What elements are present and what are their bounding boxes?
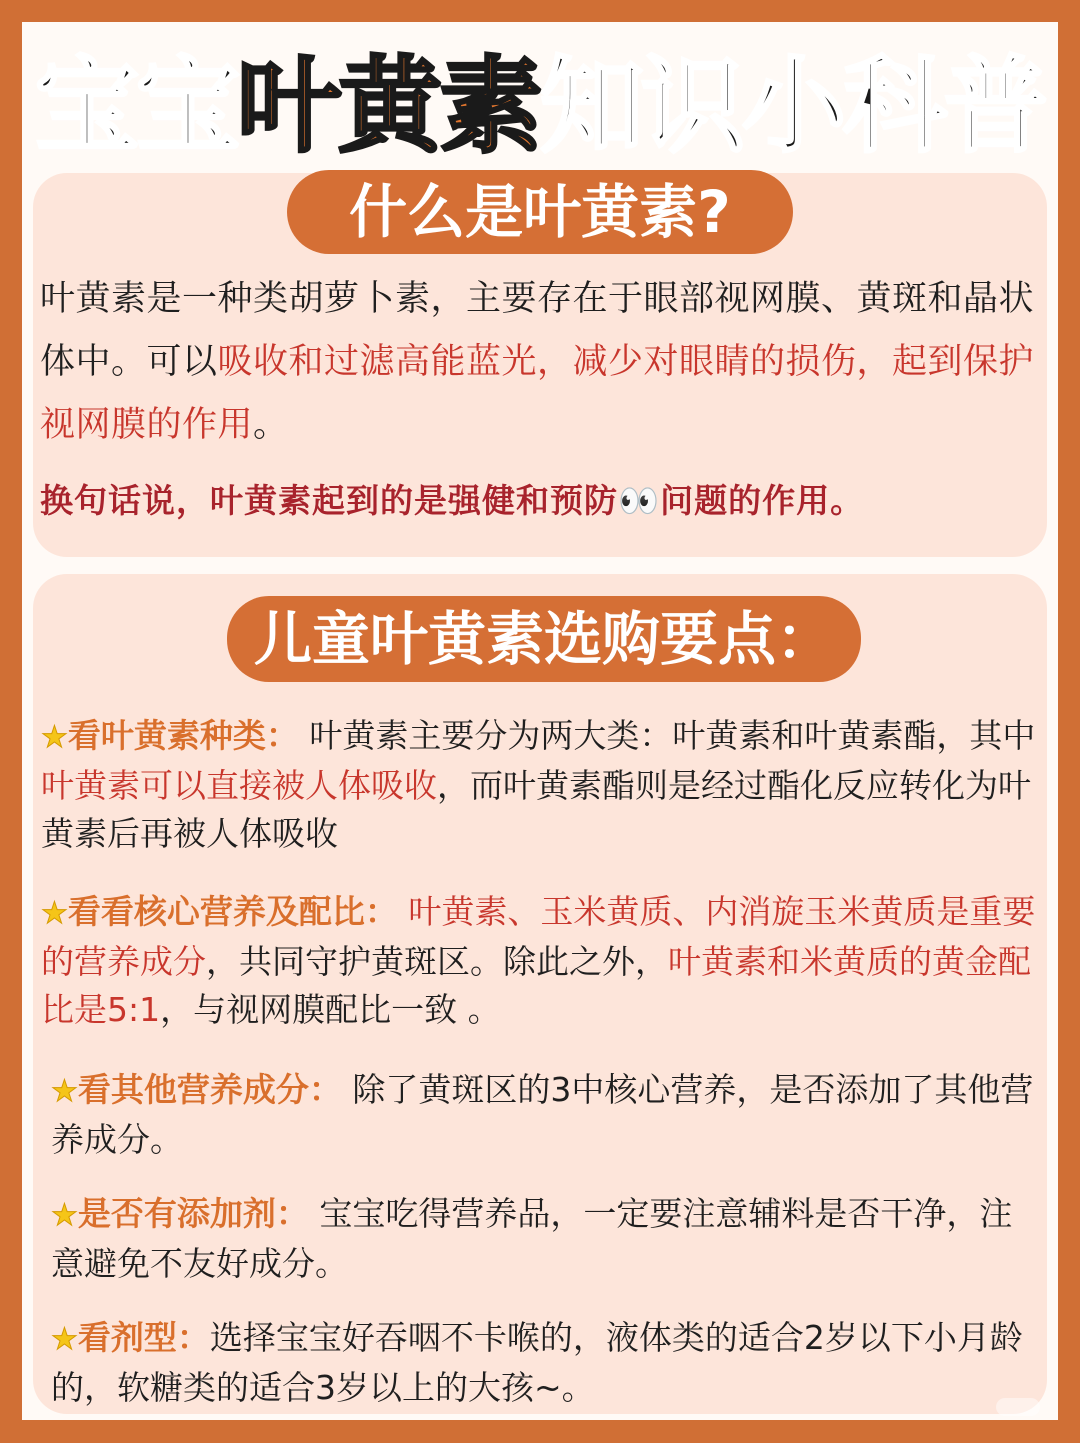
tip-heading: 看叶黄素种类： — [67, 716, 299, 755]
title-part-1: 宝宝 — [34, 45, 237, 167]
tip-highlight: 叶黄素和米黄质的黄金配比是5:1 — [41, 942, 1031, 1029]
section1-highlight: 吸收和过滤高能蓝光，减少对眼睛的损伤，起到保护视网膜的作用 — [40, 342, 1035, 445]
quote-text-end: 问题的作用。 — [660, 481, 865, 520]
tip-heading: 看其他营养成分： — [77, 1070, 342, 1109]
eyes-icon: 👀 — [618, 481, 661, 520]
tip-item — [41, 888, 1037, 1034]
section-buying-tips — [33, 574, 1047, 1414]
star-icon: ★ — [51, 1074, 78, 1109]
section-what-is-lutein — [33, 173, 1047, 557]
tip-text: 叶黄素主要分为两大类：叶黄素和叶黄素酯，其中 — [309, 716, 1036, 755]
tip-item — [41, 712, 1037, 858]
tip-heading: 是否有添加剂： — [77, 1194, 309, 1233]
section1-text: 叶黄素是一种类胡萝卜素，主要存在于眼部视网膜、黄斑和晶状体中。可以 — [40, 279, 1035, 382]
tip-item — [51, 1190, 1031, 1288]
tip-item — [51, 1066, 1041, 1164]
star-icon: ★ — [41, 720, 68, 755]
tip-heading: 看看核心营养及配比： — [67, 892, 398, 931]
page-title — [22, 40, 1058, 172]
tip-heading: 看剂型： — [77, 1318, 210, 1357]
tip-text: ，而叶黄素酯则是经过酯化反应转化为叶黄素后再被人体吸收 — [41, 766, 1031, 853]
tip-text: 除了黄斑区的3中核心营养，是否添加了其他营养成分。 — [51, 1070, 1034, 1159]
section1-text-end: 。 — [253, 405, 289, 445]
title-part-2: 叶黄素 — [236, 45, 540, 167]
tip-text: 宝宝吃得营养品，一定要注意辅料是否干净，注意避免不友好成分。 — [51, 1194, 1013, 1283]
watermark — [996, 1398, 1040, 1416]
section1-heading: 什么是叶黄素? — [287, 170, 793, 254]
quote-text: 换句话说，叶黄素起到的是强健和预防 — [40, 481, 618, 520]
star-icon: ★ — [41, 896, 68, 931]
section2-heading: 儿童叶黄素选购要点： — [227, 596, 861, 682]
star-icon: ★ — [51, 1198, 78, 1233]
tip-text: ，与视网膜配比一致 。 — [160, 990, 501, 1029]
tip-text: 选择宝宝好吞咽不卡喉的，液体类的适合2岁以下小月龄的，软糖类的适合3岁以上的大孩~。 — [51, 1318, 1023, 1407]
tip-text: ，共同守护黄斑区。除此之外， — [206, 942, 668, 981]
star-icon: ★ — [51, 1322, 78, 1357]
title-part-3: 知识小科普 — [540, 45, 1046, 167]
tip-highlight: 叶黄素可以直接被人体吸收 — [41, 766, 437, 805]
section1-quote — [40, 471, 1040, 531]
poster-card — [22, 22, 1058, 1420]
tip-highlight: 叶黄素、玉米黄质、内消旋玉米黄质是重要的营养成分 — [41, 892, 1036, 981]
tip-item — [51, 1314, 1031, 1412]
section1-paragraph — [40, 268, 1040, 457]
